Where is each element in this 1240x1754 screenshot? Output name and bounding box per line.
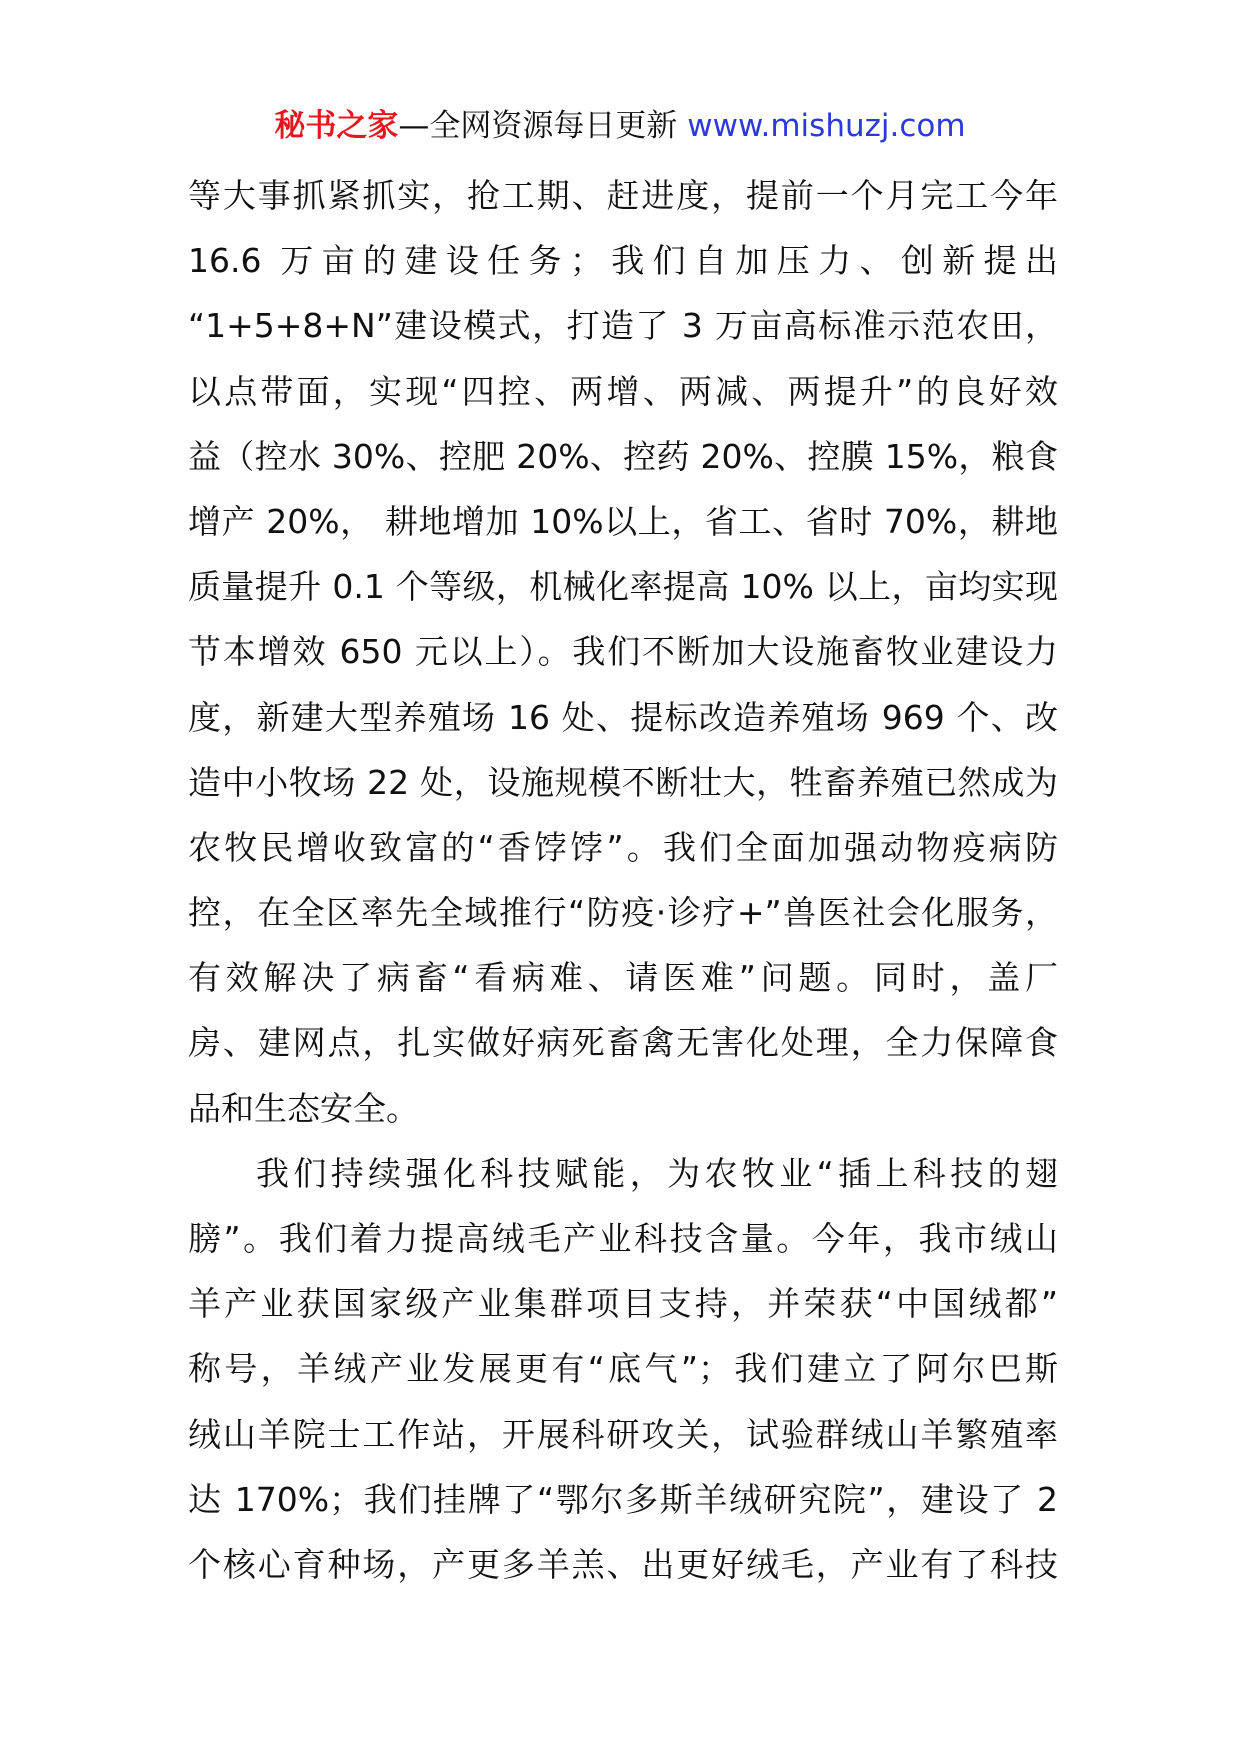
text-line-paragraph-end: 品和生态安全。 [188, 1088, 419, 1128]
text-line: 绒山羊院士工作站，开展科研攻关，试验群绒山羊繁殖率 [188, 1414, 1058, 1454]
text-line: 等大事抓紧抓实，抢工期、赶进度，提前一个月完工今年 [188, 176, 1058, 215]
text-line: 以点带面，实现“四控、两增、两减、两提升”的良好效 [188, 371, 1058, 411]
site-url-link[interactable]: www.mishuzj.com [687, 108, 966, 144]
text-line: 房、建网点，扎实做好病死畜禽无害化处理，全力保障食 [188, 1023, 1058, 1063]
text-line: “1+5+8+N”建设模式，打造了 3 万亩高标准示范农田， [188, 306, 1058, 346]
text-line-paragraph-start: 我们持续强化科技赋能，为农牧业“插上科技的翅 [256, 1153, 1058, 1193]
text-line: 羊产业获国家级产业集群项目支持，并荣获“中国绒都” [188, 1284, 1058, 1324]
text-line: 度，新建大型养殖场 16 处、提标改造养殖场 969 个、改 [188, 697, 1058, 737]
site-header [0, 104, 1240, 148]
site-brand-name: 秘书之家 [274, 108, 399, 144]
text-line: 16.6 万亩的建设任务；我们自加压力、创新提出 [188, 241, 1058, 281]
text-line: 农牧民增收致富的“香饽饽”。我们全面加强动物疫病防 [188, 827, 1058, 867]
text-line: 有效解决了病畜“看病难、请医难”问题。同时，盖厂 [188, 958, 1058, 998]
text-line: 控，在全区率先全域推行“防疫·诊疗+”兽医社会化服务， [188, 893, 1058, 933]
text-line: 质量提升 0.1 个等级，机械化率提高 10% 以上，亩均实现 [188, 567, 1058, 607]
text-line: 个核心育种场，产更多羊羔、出更好绒毛，产业有了科技 [188, 1544, 1058, 1584]
text-line: 达 170%；我们挂牌了“鄂尔多斯羊绒研究院”，建设了 2 [188, 1479, 1058, 1519]
text-line: 膀”。我们着力提高绒毛产业科技含量。今年，我市绒山 [188, 1219, 1058, 1258]
document-body [188, 163, 1058, 1597]
text-line: 增产 20%， 耕地增加 10%以上，省工、省时 70%，耕地 [188, 501, 1058, 541]
text-line: 益（控水 30%、控肥 20%、控药 20%、控膜 15%，粮食 [188, 436, 1058, 476]
text-line: 节本增效 650 元以上）。我们不断加大设施畜牧业建设力 [188, 632, 1058, 672]
text-line: 造中小牧场 22 处，设施规模不断壮大，牲畜养殖已然成为 [188, 762, 1058, 802]
text-line: 称号，羊绒产业发展更有“底气”；我们建立了阿尔巴斯 [188, 1349, 1058, 1389]
site-tagline: —全网资源每日更新 [398, 108, 688, 144]
